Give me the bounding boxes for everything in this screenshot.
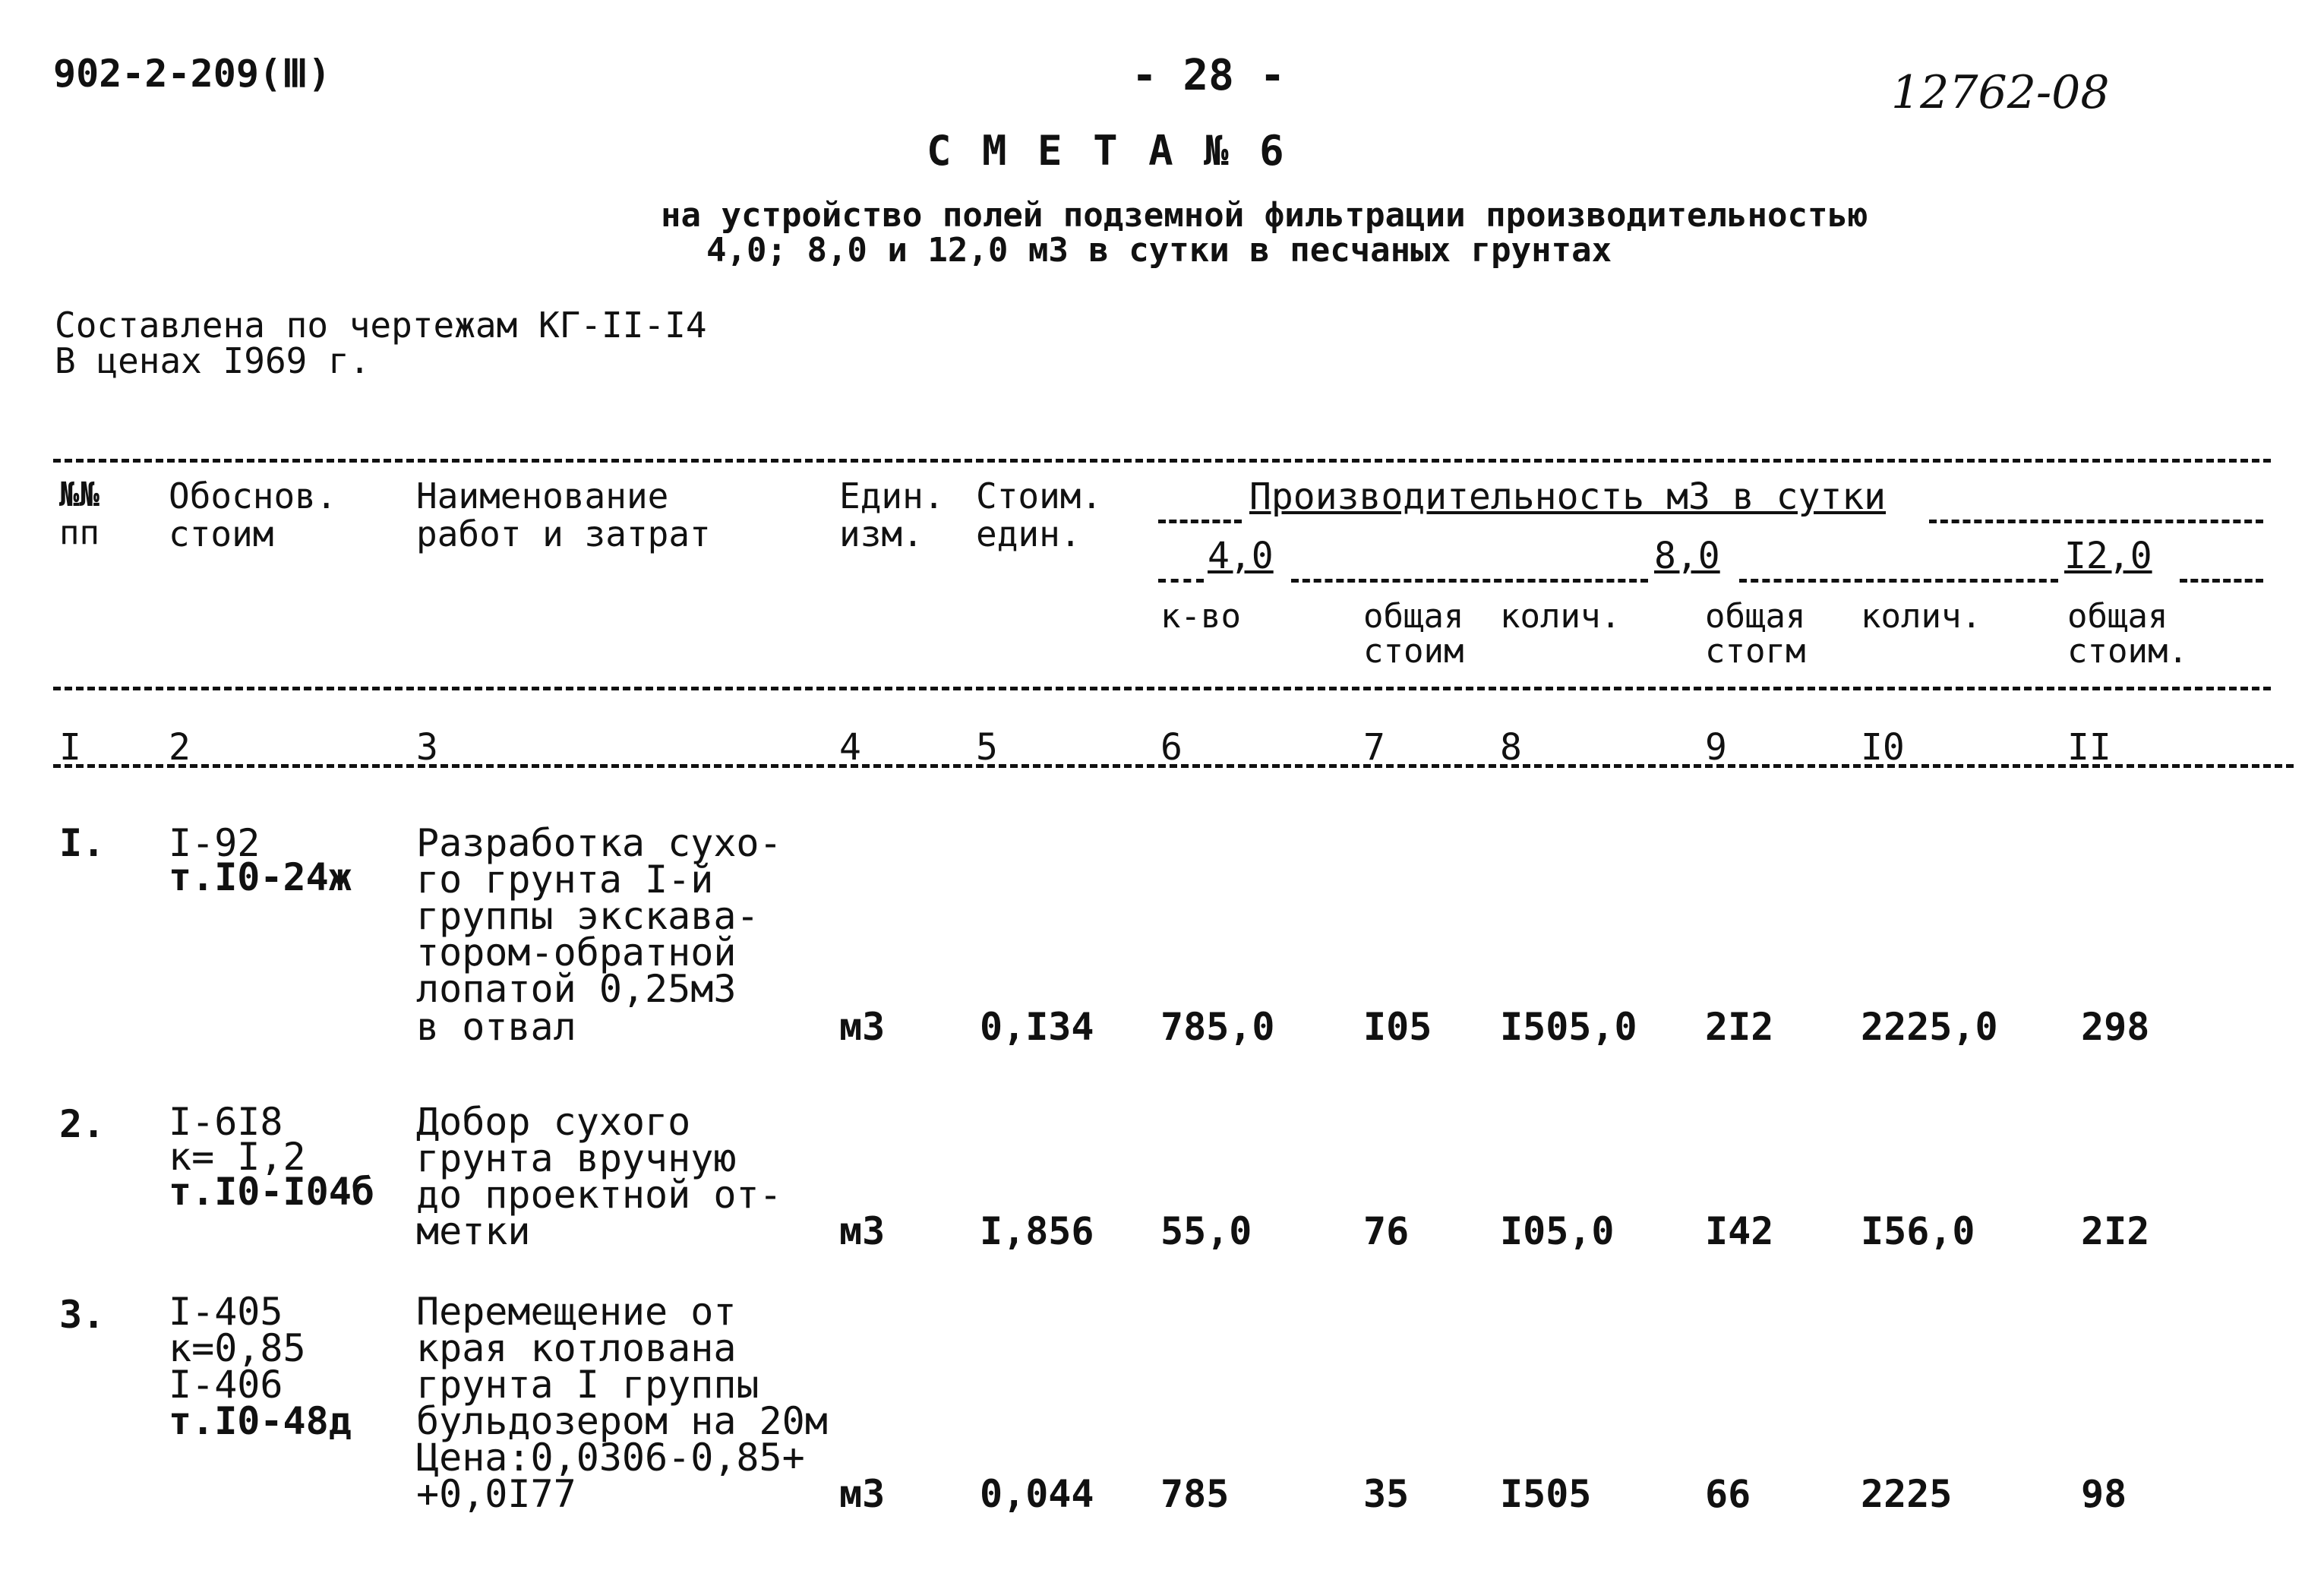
row3-q12: 2225 <box>1861 1472 1953 1516</box>
row1-c4: I05 <box>1363 1005 1432 1049</box>
header-qty-8: колич. <box>1500 597 1621 636</box>
row3-c12: 98 <box>2081 1472 2127 1516</box>
header-name-2: работ и затрат <box>416 513 711 554</box>
row1-name-3: группы экскава- <box>416 894 759 938</box>
row1-q12: 2225,0 <box>1861 1005 1998 1049</box>
col-number-2: 2 <box>169 726 191 769</box>
row3-basis-4: т.I0-48д <box>169 1399 352 1443</box>
handwritten-stamp: 12762-08 <box>1891 66 2110 119</box>
row2-num: 2. <box>59 1102 106 1146</box>
row1-c8: 2I2 <box>1705 1005 1774 1049</box>
row2-name-1: Добор сухого <box>416 1100 691 1144</box>
header-total-4-2: стоим <box>1363 632 1464 671</box>
row1-num: I. <box>59 821 106 865</box>
row1-unit: м3 <box>839 1005 886 1049</box>
row3-name-2: края котлована <box>416 1326 737 1370</box>
row2-basis-2: к= I,2 <box>169 1135 306 1179</box>
header-total-8-2: стогм <box>1705 632 1806 671</box>
header-cap-12: I2,0 <box>2064 535 2152 577</box>
row1-cost: 0,I34 <box>980 1005 1094 1049</box>
header-bottom-rule <box>53 687 2271 690</box>
row3-name-6: +0,0I77 <box>416 1472 576 1516</box>
row3-c4: 35 <box>1363 1472 1410 1516</box>
col-number-9: 9 <box>1705 726 1727 769</box>
row3-num: 3. <box>59 1293 106 1337</box>
header-num-2: пп <box>59 513 99 552</box>
capacity-dash-right <box>1929 520 2263 523</box>
col-number-6: 6 <box>1160 726 1183 769</box>
header-num-1: №№ <box>59 475 99 514</box>
header-total-12-2: стоим. <box>2067 632 2188 671</box>
row3-name-4: бульдозером на 20м <box>416 1399 828 1443</box>
header-unit-2: изм. <box>839 513 924 554</box>
col-number-10: I0 <box>1861 726 1905 769</box>
row3-name-1: Перемещение от <box>416 1290 737 1334</box>
header-top-rule <box>53 459 2271 463</box>
row2-c8: I42 <box>1705 1209 1774 1253</box>
header-name-1: Наименование <box>416 475 669 516</box>
col-number-8: 8 <box>1500 726 1522 769</box>
document-code: 902-2-209(Ⅲ) <box>53 52 331 96</box>
row3-q4: 785 <box>1160 1472 1230 1516</box>
row2-cost: I,856 <box>980 1209 1094 1253</box>
drawings-reference: Составлена по чертежам КГ-II-I4 <box>55 305 707 346</box>
row2-q8: I05,0 <box>1500 1209 1615 1253</box>
row1-name-2: го грунта I-й <box>416 858 714 902</box>
row2-q4: 55,0 <box>1160 1209 1252 1253</box>
col-number-5: 5 <box>976 726 998 769</box>
prices-year: В ценах I969 г. <box>55 340 371 381</box>
row1-name-5: лопатой 0,25м3 <box>416 967 737 1011</box>
document-title: С М Е Т А № 6 <box>927 127 1287 175</box>
row2-basis-3: т.I0-I04б <box>169 1170 374 1214</box>
row3-basis-3: I-406 <box>169 1363 283 1407</box>
header-total-12-1: общая <box>2067 597 2168 636</box>
document-subtitle-line2: 4,0; 8,0 и 12,0 м3 в сутки в песчаных грунтах <box>706 231 1612 270</box>
row3-unit: м3 <box>839 1472 886 1516</box>
row2-basis-1: I-6I8 <box>169 1100 283 1144</box>
header-cap-4: 4,0 <box>1208 535 1274 577</box>
col-number-11: II <box>2067 726 2111 769</box>
row1-name-1: Разработка сухо- <box>416 821 782 865</box>
header-total-8-1: общая <box>1705 597 1806 636</box>
header-cost-1: Стоим. <box>976 475 1103 516</box>
row2-q12: I56,0 <box>1861 1209 1975 1253</box>
row2-c4: 76 <box>1363 1209 1410 1253</box>
cap-dash-1 <box>1158 579 1204 583</box>
header-qty-4: к-во <box>1160 597 1241 636</box>
row1-q8: I505,0 <box>1500 1005 1637 1049</box>
row1-q4: 785,0 <box>1160 1005 1275 1049</box>
header-basis-2: стоим <box>169 513 274 554</box>
row1-basis-2: т.I0-24ж <box>169 855 352 899</box>
cap-dash-2 <box>1291 579 1648 583</box>
row1-basis-1: I-92 <box>169 821 261 865</box>
col-number-1: I <box>59 726 81 769</box>
header-unit-1: Един. <box>839 475 945 516</box>
row2-unit: м3 <box>839 1209 886 1253</box>
cap-dash-4 <box>2180 579 2263 583</box>
header-cost-2: един. <box>976 513 1081 554</box>
header-qty-12: колич. <box>1861 597 1981 636</box>
col-number-7: 7 <box>1363 726 1385 769</box>
col-number-3: 3 <box>416 726 438 769</box>
col-number-4: 4 <box>839 726 861 769</box>
row3-cost: 0,044 <box>980 1472 1094 1516</box>
row1-name-4: тором-обратной <box>416 930 737 975</box>
row2-c12: 2I2 <box>2081 1209 2150 1253</box>
page-number: - 28 - <box>1132 51 1286 100</box>
row3-basis-2: к=0,85 <box>169 1326 306 1370</box>
row1-c12: 298 <box>2081 1005 2150 1049</box>
capacity-dash-left <box>1158 520 1242 523</box>
header-capacity: Производительность м3 в сутки <box>1249 475 1887 518</box>
row3-name-5: Цена:0,0306-0,85+ <box>416 1436 805 1480</box>
cap-dash-3 <box>1739 579 2058 583</box>
header-cap-8: 8,0 <box>1654 535 1720 577</box>
row3-name-3: грунта I группы <box>416 1363 759 1407</box>
row3-c8: 66 <box>1705 1472 1751 1516</box>
header-total-4-1: общая <box>1363 597 1464 636</box>
document-subtitle-line1: на устройство полей подземной фильтрации производительностью <box>661 196 1868 235</box>
row3-basis-1: I-405 <box>169 1290 283 1334</box>
col-number-rule <box>53 764 2294 768</box>
row2-name-3: до проектной от- <box>416 1173 782 1217</box>
row2-name-4: метки <box>416 1209 531 1253</box>
row3-q8: I505 <box>1500 1472 1592 1516</box>
row2-name-2: грунта вручную <box>416 1136 737 1180</box>
header-basis-1: Обоснов. <box>169 475 337 516</box>
row1-name-6: в отвал <box>416 1005 576 1049</box>
